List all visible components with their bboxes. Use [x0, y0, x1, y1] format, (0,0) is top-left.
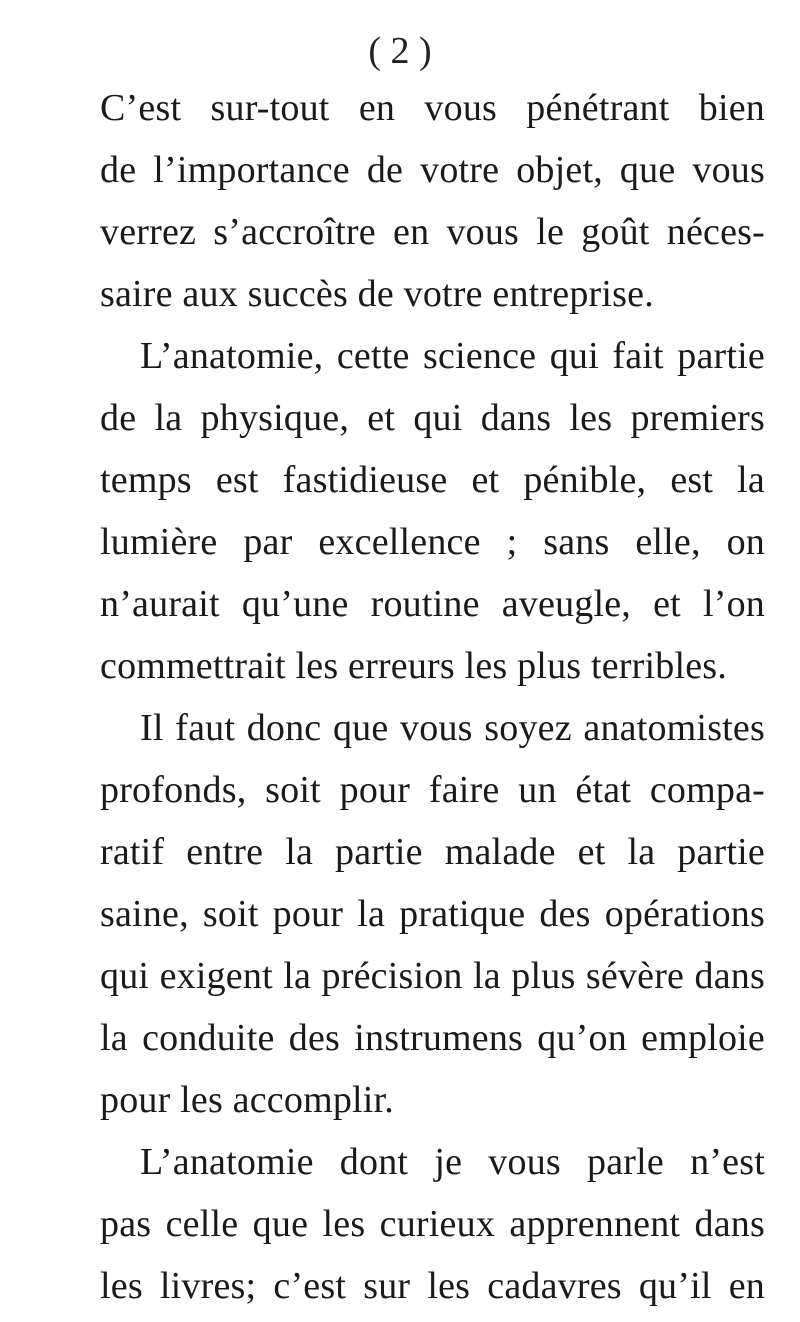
text-line: saine, soit pour la pratique des opérations — [100, 893, 765, 935]
text-line: ratif entre la partie malade et la partie — [100, 831, 765, 873]
text-line: de la physique, et qui dans les premiers — [100, 397, 765, 439]
text-line: commettrait les erreurs les plus terribles. — [100, 645, 727, 687]
text-line: qui exigent la précision la plus sévère dans — [100, 955, 765, 997]
text-line: temps est fastidieuse et pénible, est la — [100, 459, 765, 501]
text-line: de l’importance de votre objet, que vous — [100, 149, 765, 191]
text-line: verrez s’accroître en vous le goût néces- — [100, 211, 765, 253]
text-line: les livres; c’est sur les cadavres qu’il en — [100, 1265, 765, 1307]
text-line: lumière par excellence ; sans elle, on — [100, 521, 765, 563]
text-line: la conduite des instrumens qu’on emploie — [100, 1017, 765, 1059]
text-line: n’aurait qu’une routine aveugle, et l’on — [100, 583, 765, 625]
text-line: Il faut donc que vous soyez anatomistes — [140, 707, 765, 749]
text-line: saire aux succès de votre entreprise. — [100, 273, 654, 315]
page-number: ( 2 ) — [368, 30, 432, 72]
text-line: L’anatomie, cette science qui fait partie — [140, 335, 765, 377]
text-line: pour les accomplir. — [100, 1079, 394, 1121]
text-line: pas celle que les curieux apprennent dans — [100, 1203, 765, 1245]
text-line: L’anatomie dont je vous parle n’est — [140, 1141, 765, 1183]
text-line: profonds, soit pour faire un état compa- — [100, 769, 765, 811]
text-line: C’est sur-tout en vous pénétrant bien — [100, 87, 765, 129]
